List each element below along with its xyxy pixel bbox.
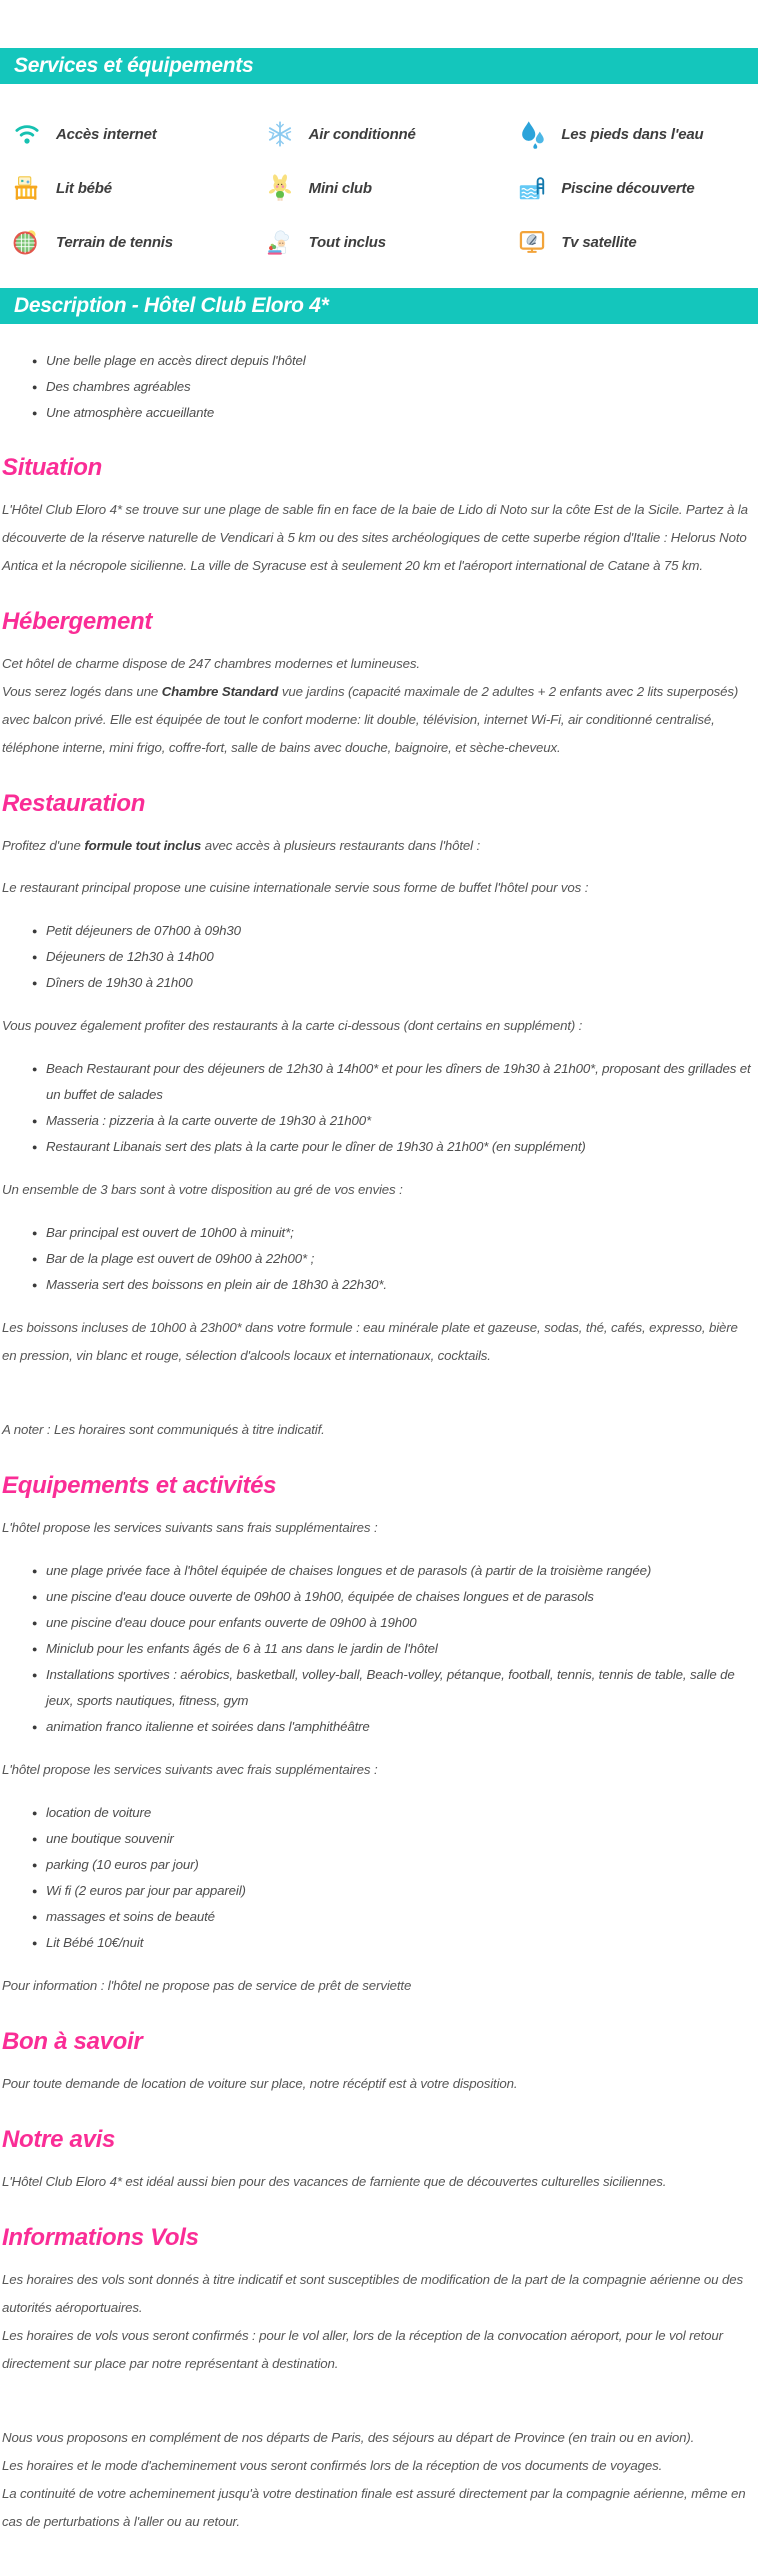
paid-service-item: ● Lit Bébé 10€/nuit: [32, 1930, 752, 1956]
snowflake-icon: [265, 119, 295, 149]
bar-item: ● Bar de la plage est ouvert de 09h00 à 22h00* ;: [32, 1246, 752, 1272]
hebergement-line2-pre: Vous serez logés dans une: [2, 684, 162, 699]
drinks-included-text: Les boissons incluses de 10h00 à 23h00* dans votre formule : eau minérale plate et gazeuse, sodas, thé, cafés, expresso, bière en pression, vin blanc et rouge, sélection d'alcools locaux et internationaux, cocktails.: [2, 1320, 738, 1363]
service-label: Piscine découverte: [561, 179, 695, 197]
swimming-pool-icon: [517, 173, 547, 203]
restauration-intro: [2, 832, 752, 860]
service-label: Les pieds dans l'eau: [561, 125, 704, 143]
free-services-list: [2, 1558, 752, 1740]
free-service-item: ● Installations sportives : aérobics, basketball, volley-ball, Beach-volley, pétanque, football, tennis, tennis de table, salle de jeux, sports nautiques, fitness, gym: [32, 1662, 752, 1714]
wifi-icon: [12, 119, 42, 149]
free-service-item: ● animation franco italienne et soirées dans l'amphithéâtre: [32, 1714, 752, 1740]
service-label: Air conditionné: [308, 125, 416, 143]
province-departures-line2: Les horaires et le mode d'acheminement vous seront confirmés lors de la réception de vos documents de voyages.: [2, 2458, 663, 2473]
service-label: Tout inclus: [308, 233, 386, 251]
paid-service-item: ● location de voiture: [32, 1800, 752, 1826]
free-service-item: ● Miniclub pour les enfants âgés de 6 à 11 ans dans le jardin de l'hôtel: [32, 1636, 752, 1662]
water-drops-icon: [517, 119, 547, 149]
bon-a-savoir-text: Pour toute demande de location de voiture sur place, notre récéptif est à votre disposition.: [2, 2076, 518, 2091]
service-item-tv-satellite: [505, 222, 758, 262]
service-label: Lit bébé: [56, 179, 112, 197]
services-grid: [0, 84, 758, 288]
service-item-air-conditionne: [253, 114, 506, 154]
buffet-intro-text: Le restaurant principal propose une cuisine internationale servie sous forme de buffet l'hôtel pour vos :: [2, 880, 589, 895]
equipements-heading: Equipements et activités: [2, 1472, 277, 1499]
flight-schedule-text: [2, 2266, 752, 2378]
province-departures-line3: La continuité de votre acheminement jusqu'à votre destination finale est assuré directement par la compagnie aérienne, même en cas de perturbations à l'aller ou au retour.: [2, 2486, 746, 2529]
tennis-court-icon: [12, 227, 42, 257]
meal-time-item: ● Petit déjeuners de 07h00 à 09h30: [32, 918, 752, 944]
paid-service-item: ● parking (10 euros par jour): [32, 1852, 752, 1878]
carte-restaurants-list: [2, 1056, 752, 1160]
service-item-pieds-dans-leau: [505, 114, 758, 154]
service-item-mini-club: [253, 168, 506, 208]
restauration-intro-pre: Profitez d'une: [2, 838, 85, 853]
schedule-note-text: A noter : Les horaires sont communiqués à titre indicatif.: [2, 1422, 325, 1437]
hebergement-line1: Cet hôtel de charme dispose de 247 chambres modernes et lumineuses.: [2, 656, 420, 671]
free-services-intro: L'hôtel propose les services suivants sans frais supplémentaires :: [2, 1520, 378, 1535]
province-departures-text: [2, 2424, 752, 2536]
hotel-highlights-list: [2, 348, 752, 426]
service-label: Accès internet: [56, 125, 157, 143]
spacer: [2, 2392, 752, 2410]
notre-avis-heading: Notre avis: [2, 2126, 116, 2153]
situation-text: L'Hôtel Club Eloro 4* se trouve sur une plage de sable fin en face de la baie de Lido di Noto sur la côte Est de la Sicile. Partez à la découverte de la réserve naturelle de Vendicari à 5 km ou des sites archéologiques de cette superbe région d'Italie : Helorus Noto Antica et la nécropole sicilienne. La ville de Syracuse est à seulement 20 km et l'aéroport international de Catane à 75 km.: [2, 502, 748, 573]
hebergement-text: [2, 650, 752, 762]
services-section-title: Services et équipements: [14, 54, 254, 77]
bar-item: ● Bar principal est ouvert de 10h00 à minuit*;: [32, 1220, 752, 1246]
spacer: [2, 1384, 752, 1402]
restauration-heading: Restauration: [2, 790, 146, 817]
meal-time-item: ● Dîners de 19h30 à 21h00: [32, 970, 752, 996]
paid-service-item: ● une boutique souvenir: [32, 1826, 752, 1852]
highlight-item: ● Une belle plage en accès direct depuis l'hôtel: [32, 348, 752, 374]
service-item-tout-inclus: [253, 222, 506, 262]
meal-times-list: [2, 918, 752, 996]
highlight-item: ● Des chambres agréables: [32, 374, 752, 400]
service-label: Mini club: [308, 179, 372, 197]
carte-restaurant-item: ● Beach Restaurant pour des déjeuners de 12h30 à 14h00* et pour les dîners de 19h30 à 21h00*, proposant des grillades et un buffet de salades: [32, 1056, 752, 1108]
mini-club-mascot-icon: [265, 173, 295, 203]
carte-intro-text: Vous pouvez également profiter des restaurants à la carte ci-dessous (dont certains en supplément) :: [2, 1018, 583, 1033]
service-label: Terrain de tennis: [56, 233, 173, 251]
carte-restaurant-item: ● Restaurant Libanais sert des plats à la carte pour le dîner de 19h30 à 21h00* (en supplément): [32, 1134, 752, 1160]
service-item-lit-bebe: [0, 168, 253, 208]
flight-schedule-line2: Les horaires de vols vous seront confirmés : pour le vol aller, lors de la réception de la convocation aéroport, pour le vol retour directement sur place par notre représentant à destination.: [2, 2328, 723, 2371]
hebergement-heading: Hébergement: [2, 608, 153, 635]
chef-all-inclusive-icon: [265, 227, 295, 257]
province-departures-line1: Nous vous proposons en complément de nos départs de Paris, des séjours au départ de Province (en train ou en avion).: [2, 2430, 695, 2445]
free-service-item: ● une plage privée face à l'hôtel équipée de chaises longues et de parasols (à partir de la troisième rangée): [32, 1558, 752, 1584]
paid-services-intro: L'hôtel propose les services suivants avec frais supplémentaires :: [2, 1762, 378, 1777]
service-item-tennis: [0, 222, 253, 262]
paid-services-list: [2, 1800, 752, 1956]
towel-info-text: Pour information : l'hôtel ne propose pas de service de prêt de serviette: [2, 1978, 412, 1993]
situation-heading: Situation: [2, 454, 102, 481]
formule-bold: formule tout inclus: [84, 838, 202, 853]
flight-schedule-line1: Les horaires des vols sont donnés à titre indicatif et sont susceptibles de modification de la part de la compagnie aérienne ou des autorités aéroportuaires.: [2, 2272, 743, 2315]
free-service-item: ● une piscine d'eau douce ouverte de 09h00 à 19h00, équipée de chaises longues et de parasols: [32, 1584, 752, 1610]
description-section-bar: [0, 288, 758, 324]
services-section-bar: [0, 48, 758, 84]
description-content: [0, 348, 758, 2536]
bon-a-savoir-heading: Bon à savoir: [2, 2028, 143, 2055]
description-section-title: Description - Hôtel Club Eloro 4*: [14, 294, 329, 317]
paid-service-item: ● massages et soins de beauté: [32, 1904, 752, 1930]
service-item-internet: [0, 114, 253, 154]
bars-list: [2, 1220, 752, 1298]
infos-vols-heading: Informations Vols: [2, 2224, 199, 2251]
tv-satellite-icon: [517, 227, 547, 257]
highlight-item: ● Une atmosphère accueillante: [32, 400, 752, 426]
service-item-piscine: [505, 168, 758, 208]
hebergement-line2-post: vue jardins (capacité maximale de 2 adultes + 2 enfants avec 2 lits superposés) avec balcon privé. Elle est équipée de tout le confort moderne: lit double, télévision, internet Wi-Fi, air conditionné centralisé, téléphone interne, mini frigo, coffre-fort, salle de bains avec douche, baignoire, et sèche-cheveux.: [2, 684, 739, 755]
restauration-intro-post: avec accès à plusieurs restaurants dans l'hôtel :: [201, 838, 481, 853]
paid-service-item: ● Wi fi (2 euros par jour par appareil): [32, 1878, 752, 1904]
bar-item: ● Masseria sert des boissons en plein air de 18h30 à 22h30*.: [32, 1272, 752, 1298]
baby-crib-icon: [12, 173, 42, 203]
carte-restaurant-item: ● Masseria : pizzeria à la carte ouverte de 19h30 à 21h00*: [32, 1108, 752, 1134]
meal-time-item: ● Déjeuners de 12h30 à 14h00: [32, 944, 752, 970]
notre-avis-text: L'Hôtel Club Eloro 4* est idéal aussi bien pour des vacances de farniente que de découvertes culturelles siciliennes.: [2, 2174, 667, 2189]
room-type-bold: Chambre Standard: [161, 684, 279, 699]
free-service-item: ● une piscine d'eau douce pour enfants ouverte de 09h00 à 19h00: [32, 1610, 752, 1636]
bars-intro-text: Un ensemble de 3 bars sont à votre disposition au gré de vos envies :: [2, 1182, 403, 1197]
service-label: Tv satellite: [561, 233, 637, 251]
